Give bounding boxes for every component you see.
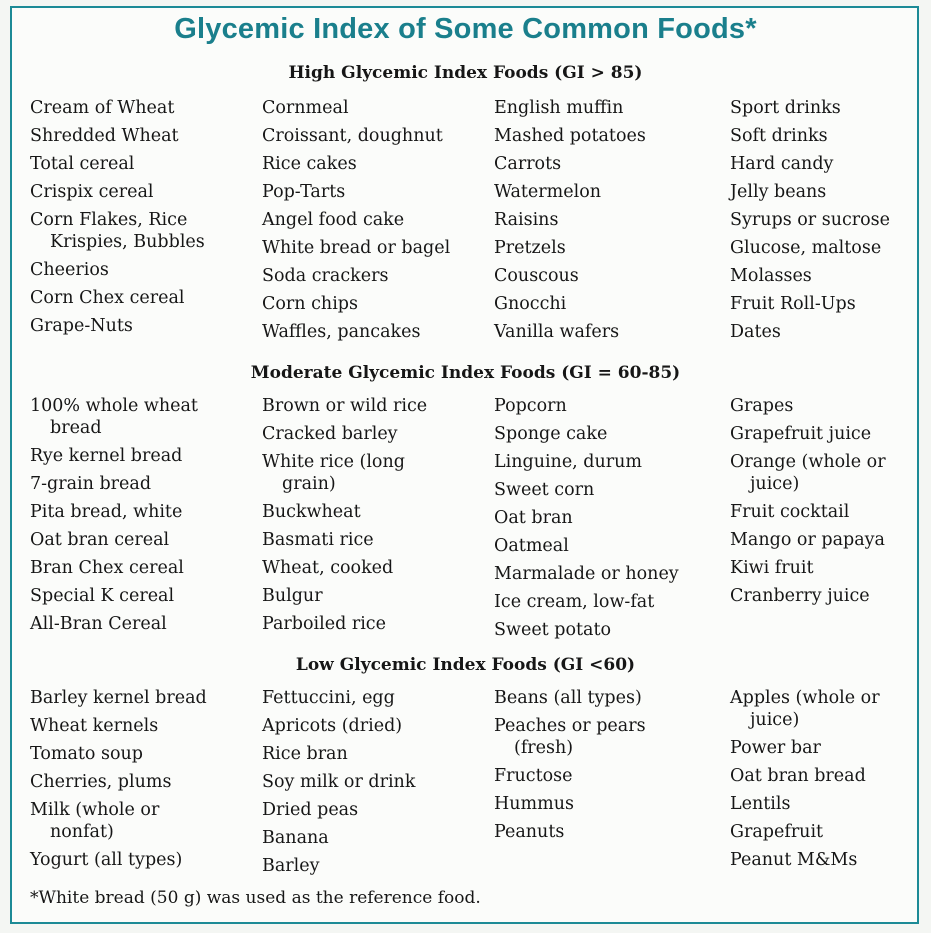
food-item: [30, 473, 198, 495]
food-item-text: Pop-Tarts: [262, 182, 346, 202]
food-item: [494, 125, 646, 147]
food-item: [494, 563, 679, 585]
food-item-text: Wheat, cooked: [262, 558, 394, 578]
low-gi-column-1: [30, 687, 207, 877]
food-item: [30, 287, 205, 309]
food-item-text: Bulgur: [262, 586, 323, 606]
food-item-text: Banana: [262, 828, 329, 848]
food-item: [494, 237, 646, 259]
food-item: [262, 153, 450, 175]
food-item-text: Soft drinks: [730, 126, 828, 146]
food-item: [730, 209, 890, 231]
food-item: [494, 265, 646, 287]
food-item-text: Fruit Roll-Ups: [730, 294, 856, 314]
food-item-text: Yogurt (all types): [30, 850, 183, 870]
food-item: [262, 743, 415, 765]
food-item-text: Cream of Wheat: [30, 98, 175, 118]
food-item-text: Sweet corn: [494, 480, 595, 500]
food-item: [262, 209, 450, 231]
food-item-text: Parboiled rice: [262, 614, 386, 634]
food-item-text: Jelly beans: [730, 182, 827, 202]
food-item: [494, 395, 679, 417]
food-item: [262, 855, 415, 877]
food-item-text: Sweet potato: [494, 620, 612, 640]
food-item-text: Grape-Nuts: [30, 316, 133, 336]
food-item: [494, 821, 646, 843]
food-item: [262, 451, 427, 495]
food-item-text: All-Bran Cereal: [30, 614, 167, 634]
low-gi-heading: Low Glycemic Index Foods (GI <60): [295, 655, 636, 675]
food-item: [30, 153, 205, 175]
food-item: [262, 715, 415, 737]
food-item: [494, 715, 646, 759]
food-item-text: Oat bran: [494, 508, 573, 528]
food-item-text: Rice bran: [262, 744, 348, 764]
moderate-gi-column-2: [262, 395, 427, 641]
food-item: [30, 799, 207, 843]
food-item-text: Croissant, doughnut: [262, 126, 443, 146]
food-item-text: Orange (whole or: [730, 452, 886, 472]
food-item-text: Barley kernel bread: [30, 688, 207, 708]
food-item: [262, 501, 427, 523]
food-item-text: Fructose: [494, 766, 573, 786]
food-item-text: Dried peas: [262, 800, 359, 820]
food-item-text: Gnocchi: [494, 294, 567, 314]
food-item-continuation: Krispies, Bubbles: [50, 232, 205, 252]
food-item: [262, 321, 450, 343]
food-item-text: Hummus: [494, 794, 574, 814]
food-item-text: English muffin: [494, 98, 624, 118]
food-item-text: Syrups or sucrose: [730, 210, 891, 230]
food-item: [730, 265, 890, 287]
food-item-text: Power bar: [730, 738, 821, 758]
food-item-text: Molasses: [730, 266, 812, 286]
food-item: [494, 687, 646, 709]
low-gi-column-4: [730, 687, 880, 877]
food-item-text: Corn chips: [262, 294, 358, 314]
low-gi-column-3: [494, 687, 646, 849]
food-item: [262, 181, 450, 203]
food-item: [494, 507, 679, 529]
food-item-text: Buckwheat: [262, 502, 361, 522]
food-item: [730, 585, 886, 607]
food-item-continuation: juice): [750, 710, 800, 730]
food-item-text: Couscous: [494, 266, 579, 286]
food-item: [494, 535, 679, 557]
food-item: [262, 265, 450, 287]
food-item-text: Hard candy: [730, 154, 834, 174]
food-item: [494, 793, 646, 815]
food-item-text: Dates: [730, 322, 781, 342]
food-item: [30, 771, 207, 793]
food-item: [494, 619, 679, 641]
food-item-text: Crispix cereal: [30, 182, 154, 202]
food-item: [730, 125, 890, 147]
food-item: [30, 849, 207, 871]
food-item-text: Beans (all types): [494, 688, 642, 708]
food-item: [262, 125, 450, 147]
food-item: [30, 445, 198, 467]
food-item-text: Linguine, durum: [494, 452, 643, 472]
food-item-text: Special K cereal: [30, 586, 175, 606]
food-item-text: Watermelon: [494, 182, 602, 202]
food-item: [730, 423, 886, 445]
food-item-continuation: nonfat): [50, 822, 114, 842]
food-item: [730, 687, 880, 731]
food-item: [262, 423, 427, 445]
food-item-text: Cheerios: [30, 260, 109, 280]
food-item: [30, 209, 205, 253]
food-item-text: Fettuccini, egg: [262, 688, 395, 708]
food-item-text: Barley: [262, 856, 320, 876]
food-item-text: Oatmeal: [494, 536, 569, 556]
food-item: [262, 585, 427, 607]
food-item-text: Brown or wild rice: [262, 396, 428, 416]
food-item-text: White bread or bagel: [262, 238, 451, 258]
food-item-text: Popcorn: [494, 396, 567, 416]
food-item: [730, 501, 886, 523]
food-item-text: Mashed potatoes: [494, 126, 646, 146]
food-item-text: Total cereal: [30, 154, 135, 174]
moderate-gi-column-3: [494, 395, 679, 647]
food-item: [262, 771, 415, 793]
food-item: [494, 181, 646, 203]
food-item-text: Fruit cocktail: [730, 502, 850, 522]
food-item: [262, 293, 450, 315]
food-item-text: Vanilla wafers: [494, 322, 620, 342]
food-item: [730, 181, 890, 203]
food-item: [30, 125, 205, 147]
food-item: [262, 687, 415, 709]
moderate-gi-heading: Moderate Glycemic Index Foods (GI = 60-85): [250, 363, 681, 383]
food-item-text: Peanut M&Ms: [730, 850, 858, 870]
food-item: [30, 687, 207, 709]
food-item-text: Angel food cake: [262, 210, 405, 230]
food-item: [730, 737, 880, 759]
food-item: [30, 529, 198, 551]
food-item: [730, 765, 880, 787]
food-item: [30, 395, 198, 439]
food-item-text: Apricots (dried): [262, 716, 403, 736]
food-item: [494, 451, 679, 473]
food-item-text: 100% whole wheat: [30, 396, 198, 416]
food-item: [730, 237, 890, 259]
food-item: [262, 557, 427, 579]
food-item-text: Oat bran bread: [730, 766, 866, 786]
food-item-text: Lentils: [730, 794, 791, 814]
food-item: [494, 423, 679, 445]
food-item: [730, 793, 880, 815]
food-item: [30, 613, 198, 635]
food-item-text: Grapefruit: [730, 822, 824, 842]
food-item: [262, 395, 427, 417]
food-item: [262, 237, 450, 259]
high-gi-column-3: [494, 97, 646, 349]
food-item-text: Grapes: [730, 396, 794, 416]
food-item-text: Glucose, maltose: [730, 238, 882, 258]
food-item-text: Wheat kernels: [30, 716, 159, 736]
food-item: [262, 613, 427, 635]
low-gi-column-2: [262, 687, 415, 883]
food-item-text: Peaches or pears: [494, 716, 646, 736]
food-item-text: Oat bran cereal: [30, 530, 170, 550]
food-item: [30, 743, 207, 765]
food-item-text: Sport drinks: [730, 98, 841, 118]
page-title: Glycemic Index of Some Common Foods*: [174, 13, 757, 45]
food-item: [30, 557, 198, 579]
food-item-text: Basmati rice: [262, 530, 374, 550]
food-item-text: Grapefruit juice: [730, 424, 872, 444]
food-item-text: Milk (whole or: [30, 800, 160, 820]
food-item: [730, 451, 886, 495]
food-item-text: Soda crackers: [262, 266, 389, 286]
food-item-text: Cornmeal: [262, 98, 349, 118]
food-item: [494, 765, 646, 787]
high-gi-column-1: [30, 97, 205, 343]
food-item: [730, 321, 890, 343]
food-item: [30, 315, 205, 337]
high-gi-heading: High Glycemic Index Foods (GI > 85): [288, 63, 643, 83]
food-item-continuation: bread: [50, 418, 102, 438]
food-item: [494, 591, 679, 613]
food-item-text: 7-grain bread: [30, 474, 152, 494]
moderate-gi-column-4: [730, 395, 886, 613]
high-gi-column-2: [262, 97, 450, 349]
food-item-text: Soy milk or drink: [262, 772, 416, 792]
food-item: [262, 827, 415, 849]
food-item: [494, 153, 646, 175]
food-item-text: Apples (whole or: [730, 688, 880, 708]
moderate-gi-column-1: [30, 395, 198, 641]
food-item: [494, 209, 646, 231]
food-item: [730, 821, 880, 843]
food-item-text: Cherries, plums: [30, 772, 172, 792]
food-item-text: Sponge cake: [494, 424, 608, 444]
food-item: [730, 529, 886, 551]
food-item-text: Tomato soup: [30, 744, 143, 764]
food-item: [730, 849, 880, 871]
food-item-text: Peanuts: [494, 822, 565, 842]
food-item-text: Shredded Wheat: [30, 126, 179, 146]
food-item-text: Rye kernel bread: [30, 446, 183, 466]
high-gi-column-4: [730, 97, 890, 349]
food-item-text: Cracked barley: [262, 424, 398, 444]
food-item: [30, 181, 205, 203]
food-item: [730, 97, 890, 119]
food-item: [30, 585, 198, 607]
food-item: [494, 479, 679, 501]
food-item-text: Waffles, pancakes: [262, 322, 421, 342]
food-item-text: Corn Chex cereal: [30, 288, 185, 308]
food-item-text: Ice cream, low-fat: [494, 592, 655, 612]
food-item-continuation: grain): [282, 474, 336, 494]
food-item-continuation: (fresh): [514, 738, 574, 758]
food-item-text: Mango or papaya: [730, 530, 885, 550]
food-item-text: Kiwi fruit: [730, 558, 814, 578]
food-item: [730, 153, 890, 175]
food-item: [730, 395, 886, 417]
footnote: *White bread (50 g) was used as the reference food.: [30, 888, 481, 908]
food-item: [494, 97, 646, 119]
food-item-text: Pita bread, white: [30, 502, 183, 522]
food-item-text: Cranberry juice: [730, 586, 870, 606]
food-item: [262, 799, 415, 821]
food-item: [494, 293, 646, 315]
food-item: [262, 529, 427, 551]
food-item: [30, 259, 205, 281]
food-item: [30, 97, 205, 119]
food-item: [262, 97, 450, 119]
food-item: [30, 715, 207, 737]
food-item-text: Raisins: [494, 210, 559, 230]
food-item-text: White rice (long: [262, 452, 405, 472]
food-item-text: Rice cakes: [262, 154, 357, 174]
food-item-continuation: juice): [750, 474, 800, 494]
food-item-text: Carrots: [494, 154, 562, 174]
food-item: [730, 557, 886, 579]
food-item: [730, 293, 890, 315]
food-item-text: Marmalade or honey: [494, 564, 679, 584]
food-item: [30, 501, 198, 523]
food-item-text: Bran Chex cereal: [30, 558, 184, 578]
food-item-text: Corn Flakes, Rice: [30, 210, 188, 230]
food-item: [494, 321, 646, 343]
food-item-text: Pretzels: [494, 238, 566, 258]
